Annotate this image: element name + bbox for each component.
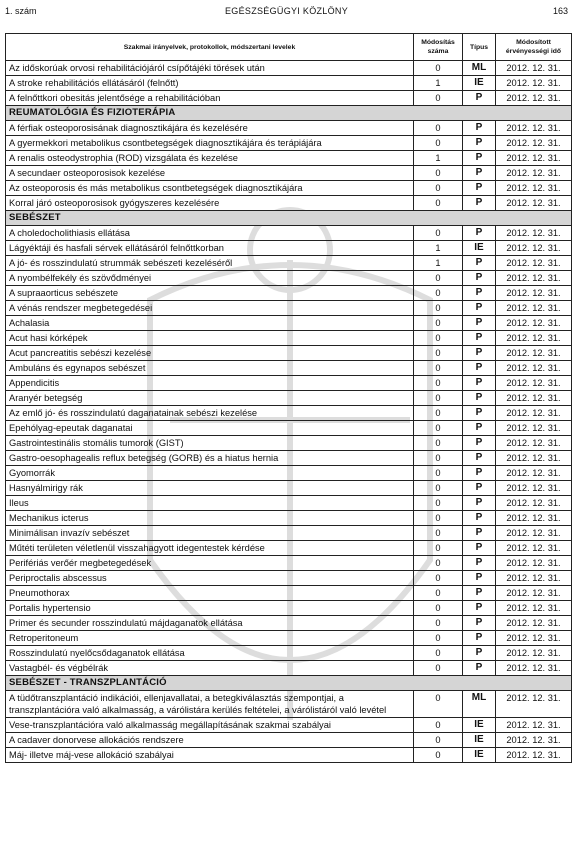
guideline-title: Acut pancreatitis sebészi kezelése — [6, 346, 414, 361]
guideline-type: P — [463, 226, 496, 241]
guideline-title: Ambuláns és egynapos sebészet — [6, 361, 414, 376]
guideline-type: IE — [463, 718, 496, 733]
table-row — [6, 586, 572, 601]
table-row — [6, 748, 572, 763]
modification-number: 0 — [414, 571, 463, 586]
table-body — [6, 61, 572, 763]
validity-date: 2012. 12. 31. — [496, 151, 572, 166]
table-row — [6, 571, 572, 586]
validity-date: 2012. 12. 31. — [496, 733, 572, 748]
guideline-title: Az időskorúak orvosi rehabilitációjáról csípőtájéki törések után — [6, 61, 414, 76]
validity-date: 2012. 12. 31. — [496, 586, 572, 601]
col-header-title: Szakmai irányelvek, protokollok, módszertani levelek — [6, 34, 414, 61]
table-row — [6, 391, 572, 406]
guideline-title: Gastro-oesophagealis reflux betegség (GORB) és a hiatus hernia — [6, 451, 414, 466]
table-row — [6, 406, 572, 421]
modification-number: 0 — [414, 601, 463, 616]
table-row — [6, 76, 572, 91]
guideline-title: Pneumothorax — [6, 586, 414, 601]
guideline-title: Mechanikus icterus — [6, 511, 414, 526]
modification-number: 0 — [414, 586, 463, 601]
guideline-type: P — [463, 541, 496, 556]
modification-number: 0 — [414, 331, 463, 346]
table-row — [6, 616, 572, 631]
guideline-title: Primer és secunder rosszindulatú májdaganatok ellátása — [6, 616, 414, 631]
guideline-title: Appendicitis — [6, 376, 414, 391]
guideline-title: Hasnyálmirigy rák — [6, 481, 414, 496]
guideline-title: Aranyér betegség — [6, 391, 414, 406]
table-row — [6, 601, 572, 616]
guideline-title: Portalis hypertensio — [6, 601, 414, 616]
validity-date: 2012. 12. 31. — [496, 256, 572, 271]
table-row — [6, 346, 572, 361]
table-row — [6, 301, 572, 316]
validity-date: 2012. 12. 31. — [496, 241, 572, 256]
table-row — [6, 121, 572, 136]
guideline-type: P — [463, 451, 496, 466]
modification-number: 0 — [414, 346, 463, 361]
guideline-type: IE — [463, 241, 496, 256]
guideline-type: IE — [463, 733, 496, 748]
guideline-type: P — [463, 181, 496, 196]
table-row — [6, 316, 572, 331]
modification-number: 1 — [414, 241, 463, 256]
validity-date: 2012. 12. 31. — [496, 166, 572, 181]
guideline-title: Retroperitoneum — [6, 631, 414, 646]
table-row — [6, 718, 572, 733]
section-row — [6, 211, 572, 226]
guideline-type: P — [463, 361, 496, 376]
guideline-title: Vastagbél- és végbélrák — [6, 661, 414, 676]
table-row — [6, 436, 572, 451]
table-row — [6, 526, 572, 541]
validity-date: 2012. 12. 31. — [496, 601, 572, 616]
modification-number: 0 — [414, 301, 463, 316]
table-row — [6, 556, 572, 571]
table-row — [6, 733, 572, 748]
validity-date: 2012. 12. 31. — [496, 331, 572, 346]
validity-date: 2012. 12. 31. — [496, 541, 572, 556]
page-header — [5, 5, 568, 17]
validity-date: 2012. 12. 31. — [496, 466, 572, 481]
validity-date: 2012. 12. 31. — [496, 481, 572, 496]
modification-number: 0 — [414, 166, 463, 181]
guideline-type: P — [463, 346, 496, 361]
table-row — [6, 196, 572, 211]
table-row — [6, 241, 572, 256]
guideline-title: A gyermekkori metabolikus csontbetegségek diagnosztikájára és terápiájára — [6, 136, 414, 151]
section-title: SEBÉSZET - TRANSZPLANTÁCIÓ — [6, 676, 572, 691]
guideline-type: P — [463, 601, 496, 616]
validity-date: 2012. 12. 31. — [496, 511, 572, 526]
guideline-title: A renalis osteodystrophia (ROD) vizsgálata és kezelése — [6, 151, 414, 166]
validity-date: 2012. 12. 31. — [496, 121, 572, 136]
guideline-title: A cadaver donorvese allokációs rendszere — [6, 733, 414, 748]
guideline-type: ML — [463, 691, 496, 718]
modification-number: 0 — [414, 91, 463, 106]
table-row — [6, 631, 572, 646]
modification-number: 0 — [414, 748, 463, 763]
validity-date: 2012. 12. 31. — [496, 391, 572, 406]
table-row — [6, 271, 572, 286]
table-row — [6, 376, 572, 391]
issue-number: 1. szám — [5, 6, 37, 16]
validity-date: 2012. 12. 31. — [496, 361, 572, 376]
modification-number: 0 — [414, 421, 463, 436]
validity-date: 2012. 12. 31. — [496, 196, 572, 211]
modification-number: 0 — [414, 511, 463, 526]
col-header-mod: Módosítás száma — [414, 34, 463, 61]
modification-number: 0 — [414, 361, 463, 376]
guideline-type: P — [463, 481, 496, 496]
table-row — [6, 361, 572, 376]
guideline-title: Epehólyag-epeutak daganatai — [6, 421, 414, 436]
col-header-type: Típus — [463, 34, 496, 61]
table-row — [6, 226, 572, 241]
guideline-title: Minimálisan invazív sebészet — [6, 526, 414, 541]
guideline-type: P — [463, 586, 496, 601]
table-row — [6, 181, 572, 196]
guideline-type: IE — [463, 76, 496, 91]
modification-number: 0 — [414, 616, 463, 631]
guideline-title: Rosszindulatú nyelőcsődaganatok ellátása — [6, 646, 414, 661]
table-row — [6, 256, 572, 271]
section-row — [6, 676, 572, 691]
journal-title: EGÉSZSÉGÜGYI KÖZLÖNY — [224, 6, 349, 16]
guideline-type: P — [463, 331, 496, 346]
modification-number: 1 — [414, 151, 463, 166]
guideline-type: P — [463, 406, 496, 421]
guideline-title: Korral járó osteoporosisok gyógyszeres kezelésére — [6, 196, 414, 211]
modification-number: 0 — [414, 136, 463, 151]
guideline-type: P — [463, 301, 496, 316]
col-header-valid: Módosított érvényességi idő — [496, 34, 572, 61]
modification-number: 0 — [414, 316, 463, 331]
modification-number: 0 — [414, 691, 463, 718]
validity-date: 2012. 12. 31. — [496, 631, 572, 646]
table-row — [6, 511, 572, 526]
validity-date: 2012. 12. 31. — [496, 436, 572, 451]
section-title: SEBÉSZET — [6, 211, 572, 226]
guideline-type: ML — [463, 61, 496, 76]
guideline-type: P — [463, 556, 496, 571]
table-row — [6, 451, 572, 466]
guideline-title: A férfiak osteoporosisának diagnosztikájára és kezelésére — [6, 121, 414, 136]
modification-number: 0 — [414, 466, 463, 481]
validity-date: 2012. 12. 31. — [496, 226, 572, 241]
validity-date: 2012. 12. 31. — [496, 661, 572, 676]
validity-date: 2012. 12. 31. — [496, 316, 572, 331]
modification-number: 0 — [414, 286, 463, 301]
table-row — [6, 286, 572, 301]
modification-number: 0 — [414, 631, 463, 646]
guideline-type: P — [463, 151, 496, 166]
validity-date: 2012. 12. 31. — [496, 136, 572, 151]
guideline-title: Az osteoporosis és más metabolikus csontbetegségek diagnosztikájára — [6, 181, 414, 196]
validity-date: 2012. 12. 31. — [496, 421, 572, 436]
validity-date: 2012. 12. 31. — [496, 616, 572, 631]
modification-number: 1 — [414, 76, 463, 91]
table-row — [6, 466, 572, 481]
table-row — [6, 541, 572, 556]
guideline-type: P — [463, 316, 496, 331]
section-title: REUMATOLÓGIA ÉS FIZIOTERÁPIA — [6, 106, 572, 121]
guideline-title: Máj- illetve máj-vese allokáció szabályai — [6, 748, 414, 763]
guideline-title: Gyomorrák — [6, 466, 414, 481]
modification-number: 0 — [414, 646, 463, 661]
guideline-type: P — [463, 661, 496, 676]
table-row — [6, 496, 572, 511]
table-row — [6, 661, 572, 676]
validity-date: 2012. 12. 31. — [496, 748, 572, 763]
guideline-type: P — [463, 616, 496, 631]
table-row — [6, 691, 572, 718]
table-row — [6, 61, 572, 76]
modification-number: 0 — [414, 181, 463, 196]
guideline-type: P — [463, 256, 496, 271]
modification-number: 0 — [414, 733, 463, 748]
guideline-title: A felnőttkori obesitás jelentősége a rehabilitációban — [6, 91, 414, 106]
guideline-type: P — [463, 376, 496, 391]
guideline-title: Perifériás verőér megbetegedések — [6, 556, 414, 571]
guideline-title: Az emlő jó- és rosszindulatú daganatainak sebészi kezelése — [6, 406, 414, 421]
guideline-type: P — [463, 91, 496, 106]
validity-date: 2012. 12. 31. — [496, 526, 572, 541]
guideline-type: P — [463, 496, 496, 511]
guideline-type: P — [463, 421, 496, 436]
guideline-title: A supraaorticus sebészete — [6, 286, 414, 301]
modification-number: 0 — [414, 451, 463, 466]
validity-date: 2012. 12. 31. — [496, 691, 572, 718]
table-row — [6, 331, 572, 346]
table-row — [6, 421, 572, 436]
table-header-row — [6, 34, 572, 61]
guideline-type: P — [463, 121, 496, 136]
validity-date: 2012. 12. 31. — [496, 556, 572, 571]
modification-number: 0 — [414, 271, 463, 286]
guideline-title: A nyombélfekély és szövődményei — [6, 271, 414, 286]
modification-number: 0 — [414, 541, 463, 556]
guideline-type: P — [463, 526, 496, 541]
validity-date: 2012. 12. 31. — [496, 61, 572, 76]
validity-date: 2012. 12. 31. — [496, 406, 572, 421]
guideline-type: P — [463, 631, 496, 646]
validity-date: 2012. 12. 31. — [496, 76, 572, 91]
guideline-type: P — [463, 136, 496, 151]
guideline-type: IE — [463, 748, 496, 763]
guideline-type: P — [463, 166, 496, 181]
modification-number: 0 — [414, 406, 463, 421]
table-row — [6, 91, 572, 106]
validity-date: 2012. 12. 31. — [496, 301, 572, 316]
guideline-title: Lágyéktáji és hasfali sérvek ellátásáról felnőttkorban — [6, 241, 414, 256]
modification-number: 0 — [414, 61, 463, 76]
validity-date: 2012. 12. 31. — [496, 376, 572, 391]
guideline-type: P — [463, 436, 496, 451]
guidelines-table — [5, 33, 572, 763]
validity-date: 2012. 12. 31. — [496, 286, 572, 301]
guideline-type: P — [463, 271, 496, 286]
table-row — [6, 151, 572, 166]
table-row — [6, 481, 572, 496]
modification-number: 0 — [414, 718, 463, 733]
guideline-title: Ileus — [6, 496, 414, 511]
guideline-title: A tüdőtranszplantáció indikációi, ellenjavallatai, a betegkiválasztás szempontjai, a transzplantációra való alkalmasság, a várólistára kerülés feltételei, a várólistáról való levétel — [6, 691, 414, 718]
guideline-type: P — [463, 571, 496, 586]
validity-date: 2012. 12. 31. — [496, 571, 572, 586]
guideline-type: P — [463, 286, 496, 301]
validity-date: 2012. 12. 31. — [496, 451, 572, 466]
guideline-type: P — [463, 196, 496, 211]
guideline-title: Achalasia — [6, 316, 414, 331]
guideline-title: A stroke rehabilitációs ellátásáról (felnőtt) — [6, 76, 414, 91]
table-row — [6, 646, 572, 661]
modification-number: 0 — [414, 556, 463, 571]
validity-date: 2012. 12. 31. — [496, 346, 572, 361]
validity-date: 2012. 12. 31. — [496, 646, 572, 661]
guideline-title: Műtéti területen véletlenül visszahagyott idegentestek kérdése — [6, 541, 414, 556]
guideline-title: Acut hasi kórképek — [6, 331, 414, 346]
modification-number: 1 — [414, 256, 463, 271]
guideline-title: A vénás rendszer megbetegedései — [6, 301, 414, 316]
modification-number: 0 — [414, 226, 463, 241]
validity-date: 2012. 12. 31. — [496, 718, 572, 733]
validity-date: 2012. 12. 31. — [496, 496, 572, 511]
table-row — [6, 166, 572, 181]
modification-number: 0 — [414, 436, 463, 451]
page-number: 163 — [552, 6, 568, 16]
guideline-title: A choledocholithiasis ellátása — [6, 226, 414, 241]
section-row — [6, 106, 572, 121]
table-row — [6, 136, 572, 151]
guideline-type: P — [463, 391, 496, 406]
modification-number: 0 — [414, 196, 463, 211]
guideline-title: A jó- és rosszindulatú strummák sebészeti kezeléséről — [6, 256, 414, 271]
modification-number: 0 — [414, 526, 463, 541]
guideline-title: Periproctalis abscessus — [6, 571, 414, 586]
modification-number: 0 — [414, 391, 463, 406]
modification-number: 0 — [414, 481, 463, 496]
guideline-title: Vese-transzplantációra való alkalmasság megállapításának szakmai szabályai — [6, 718, 414, 733]
guideline-type: P — [463, 511, 496, 526]
guideline-type: P — [463, 646, 496, 661]
modification-number: 0 — [414, 496, 463, 511]
guideline-title: A secundaer osteoporosisok kezelése — [6, 166, 414, 181]
validity-date: 2012. 12. 31. — [496, 271, 572, 286]
validity-date: 2012. 12. 31. — [496, 91, 572, 106]
validity-date: 2012. 12. 31. — [496, 181, 572, 196]
guideline-type: P — [463, 466, 496, 481]
modification-number: 0 — [414, 121, 463, 136]
guideline-title: Gastrointestinális stomális tumorok (GIST) — [6, 436, 414, 451]
modification-number: 0 — [414, 661, 463, 676]
modification-number: 0 — [414, 376, 463, 391]
